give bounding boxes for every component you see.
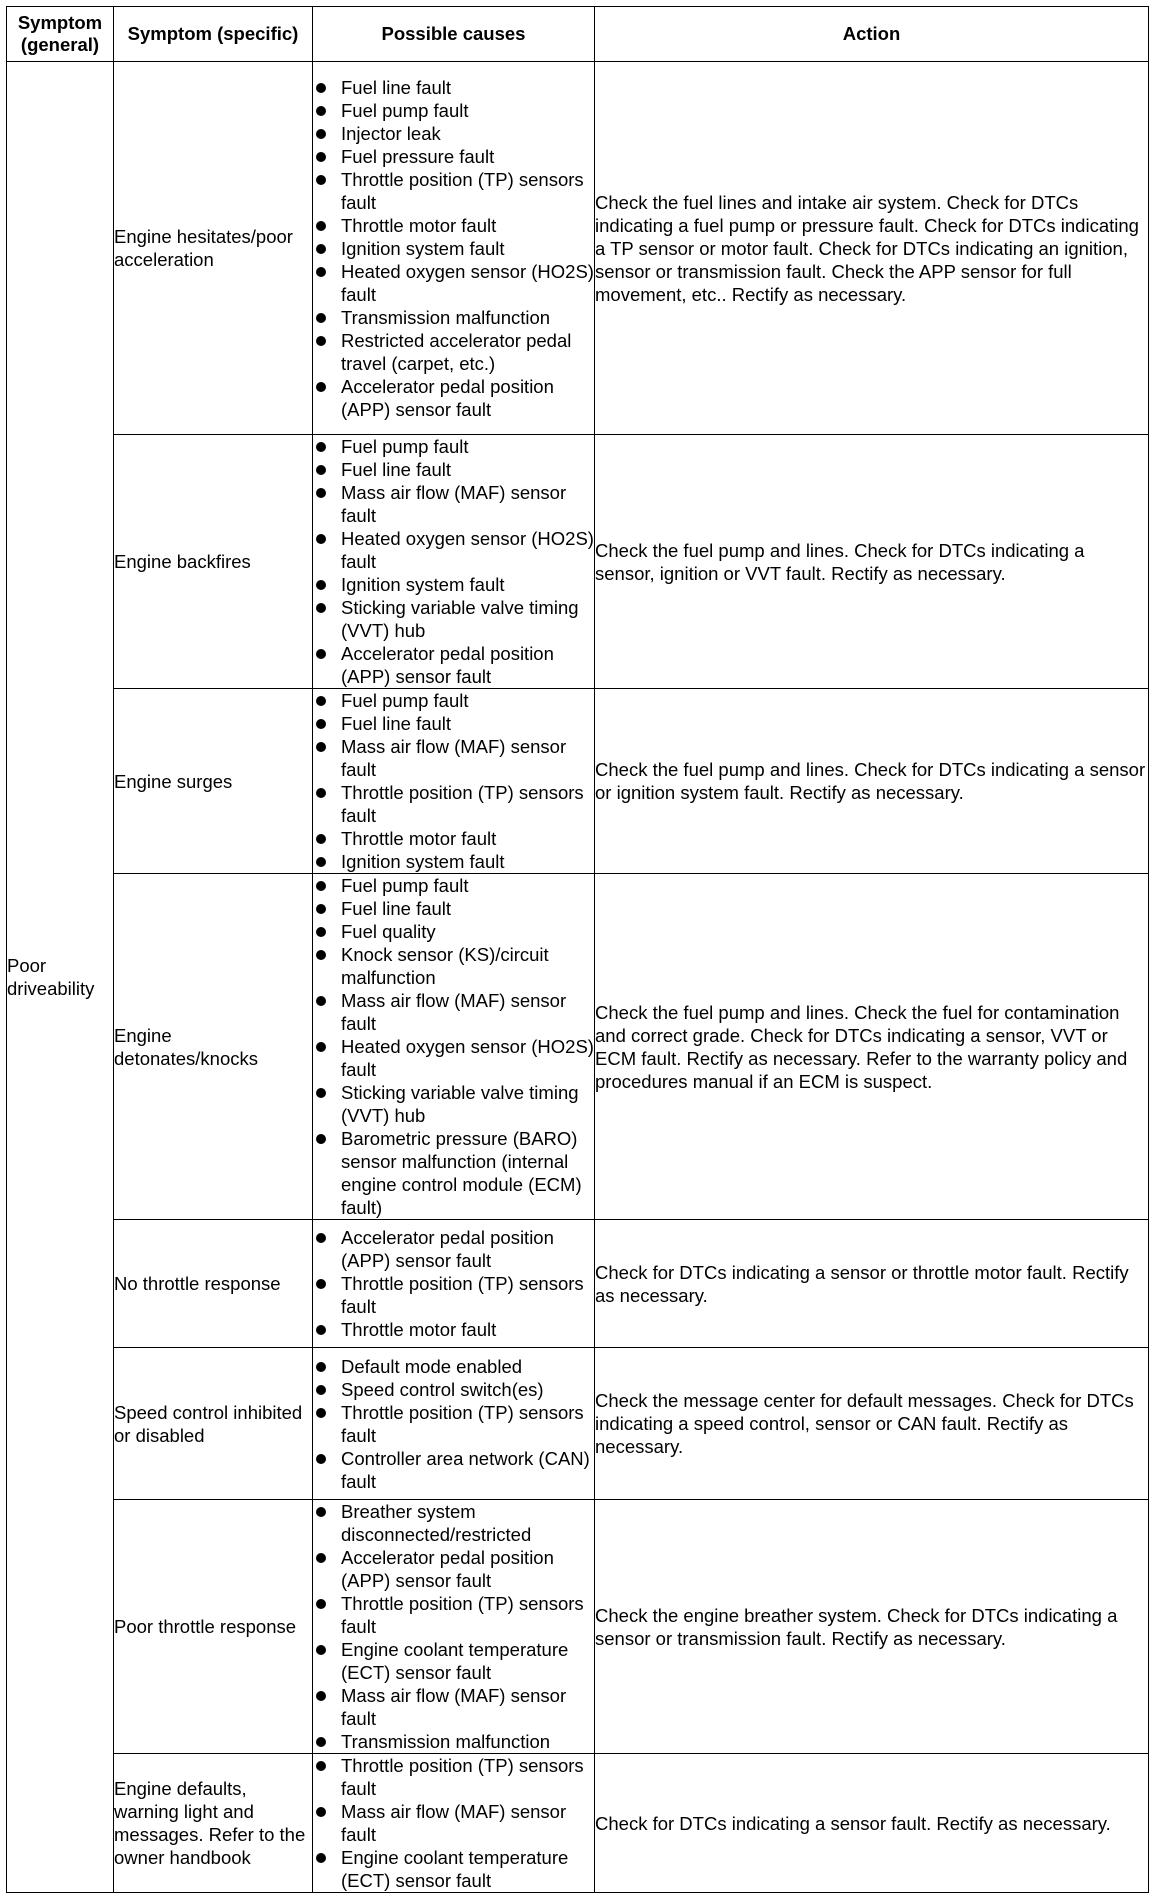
table-row xyxy=(7,874,1149,1220)
cause-item: Knock sensor (KS)/circuit malfunction xyxy=(313,943,594,989)
cause-item: Throttle position (TP) sensors fault xyxy=(313,1592,594,1638)
cause-item: Default mode enabled xyxy=(313,1355,594,1378)
table-row xyxy=(7,689,1149,874)
header-row xyxy=(7,7,1149,62)
cause-item: Ignition system fault xyxy=(313,573,594,596)
causes-list xyxy=(313,1355,594,1493)
symptom-specific-cell: Speed control inhibited or disabled xyxy=(114,1348,313,1500)
symptom-specific-cell: No throttle response xyxy=(114,1220,313,1348)
cause-item: Accelerator pedal position (APP) sensor fault xyxy=(313,375,594,421)
cause-item: Mass air flow (MAF) sensor fault xyxy=(313,1800,594,1846)
cause-item: Sticking variable valve timing (VVT) hub xyxy=(313,596,594,642)
symptom-specific-cell: Engine defaults, warning light and messages. Refer to the owner handbook xyxy=(114,1754,313,1893)
action-cell: Check the fuel pump and lines. Check for DTCs indicating a sensor or ignition system fault. Rectify as necessary. xyxy=(595,689,1149,874)
header-action: Action xyxy=(595,7,1149,62)
cause-item: Mass air flow (MAF) sensor fault xyxy=(313,481,594,527)
table-row xyxy=(7,1754,1149,1893)
header-symptom-specific: Symptom (specific) xyxy=(114,7,313,62)
header-symptom-general: Symptom (general) xyxy=(7,7,114,62)
cause-item: Throttle position (TP) sensors fault xyxy=(313,781,594,827)
cause-item: Throttle motor fault xyxy=(313,214,594,237)
cause-item: Engine coolant temperature (ECT) sensor fault xyxy=(313,1638,594,1684)
action-cell: Check the message center for default messages. Check for DTCs indicating a speed control, sensor or CAN fault. Rectify as necessary. xyxy=(595,1348,1149,1500)
cause-item: Fuel line fault xyxy=(313,458,594,481)
cause-item: Barometric pressure (BARO) sensor malfunction (internal engine control module (ECM) fault) xyxy=(313,1127,594,1219)
cause-item: Mass air flow (MAF) sensor fault xyxy=(313,735,594,781)
cause-item: Controller area network (CAN) fault xyxy=(313,1447,594,1493)
causes-list xyxy=(313,874,594,1219)
possible-causes-cell xyxy=(313,435,595,689)
causes-list xyxy=(313,689,594,873)
cause-item: Speed control switch(es) xyxy=(313,1378,594,1401)
possible-causes-cell xyxy=(313,874,595,1220)
symptom-general-cell: Poor driveability xyxy=(7,62,114,1893)
cause-item: Ignition system fault xyxy=(313,850,594,873)
cause-item: Fuel line fault xyxy=(313,76,594,99)
cause-item: Transmission malfunction xyxy=(313,1730,594,1753)
cause-item: Fuel pump fault xyxy=(313,435,594,458)
cause-item: Throttle position (TP) sensors fault xyxy=(313,168,594,214)
action-cell: Check the fuel pump and lines. Check for DTCs indicating a sensor, ignition or VVT fault. Rectify as necessary. xyxy=(595,435,1149,689)
action-cell: Check for DTCs indicating a sensor fault. Rectify as necessary. xyxy=(595,1754,1149,1893)
cause-item: Mass air flow (MAF) sensor fault xyxy=(313,1684,594,1730)
cause-item: Fuel line fault xyxy=(313,712,594,735)
table-row xyxy=(7,1500,1149,1754)
possible-causes-cell xyxy=(313,1220,595,1348)
action-cell: Check the engine breather system. Check for DTCs indicating a sensor or transmission fault. Rectify as necessary. xyxy=(595,1500,1149,1754)
diagnostic-table xyxy=(6,6,1149,1893)
cause-item: Engine coolant temperature (ECT) sensor fault xyxy=(313,1846,594,1892)
cause-item: Sticking variable valve timing (VVT) hub xyxy=(313,1081,594,1127)
symptom-specific-cell: Engine hesitates/poor acceleration xyxy=(114,62,313,435)
cause-item: Heated oxygen sensor (HO2S) fault xyxy=(313,260,594,306)
action-cell: Check the fuel lines and intake air system. Check for DTCs indicating a fuel pump or pressure fault. Check for DTCs indicating a TP sensor or motor fault. Check for DTCs indicating an ignition, sensor or transmission fault. Check the APP sensor for full movement, etc.. Rectify as necessary. xyxy=(595,62,1149,435)
symptom-specific-cell: Engine surges xyxy=(114,689,313,874)
cause-item: Accelerator pedal position (APP) sensor fault xyxy=(313,1226,594,1272)
table-row xyxy=(7,435,1149,689)
cause-item: Throttle position (TP) sensors fault xyxy=(313,1272,594,1318)
possible-causes-cell xyxy=(313,1754,595,1893)
header-possible-causes: Possible causes xyxy=(313,7,595,62)
cause-item: Fuel pump fault xyxy=(313,99,594,122)
table-row xyxy=(7,1220,1149,1348)
cause-item: Breather system disconnected/restricted xyxy=(313,1500,594,1546)
symptom-specific-cell: Engine backfires xyxy=(114,435,313,689)
causes-list xyxy=(313,1754,594,1892)
possible-causes-cell xyxy=(313,689,595,874)
cause-item: Heated oxygen sensor (HO2S) fault xyxy=(313,1035,594,1081)
cause-item: Injector leak xyxy=(313,122,594,145)
causes-list xyxy=(313,1226,594,1341)
possible-causes-cell xyxy=(313,1348,595,1500)
cause-item: Throttle position (TP) sensors fault xyxy=(313,1754,594,1800)
causes-list xyxy=(313,76,594,421)
cause-item: Fuel pump fault xyxy=(313,689,594,712)
cause-item: Heated oxygen sensor (HO2S) fault xyxy=(313,527,594,573)
cause-item: Fuel quality xyxy=(313,920,594,943)
cause-item: Fuel pressure fault xyxy=(313,145,594,168)
cause-item: Accelerator pedal position (APP) sensor fault xyxy=(313,1546,594,1592)
table-row xyxy=(7,62,1149,435)
cause-item: Mass air flow (MAF) sensor fault xyxy=(313,989,594,1035)
possible-causes-cell xyxy=(313,62,595,435)
cause-item: Ignition system fault xyxy=(313,237,594,260)
causes-list xyxy=(313,435,594,688)
action-cell: Check for DTCs indicating a sensor or throttle motor fault. Rectify as necessary. xyxy=(595,1220,1149,1348)
cause-item: Fuel line fault xyxy=(313,897,594,920)
cause-item: Restricted accelerator pedal travel (carpet, etc.) xyxy=(313,329,594,375)
causes-list xyxy=(313,1500,594,1753)
possible-causes-cell xyxy=(313,1500,595,1754)
cause-item: Throttle motor fault xyxy=(313,827,594,850)
symptom-specific-cell: Poor throttle response xyxy=(114,1500,313,1754)
cause-item: Throttle motor fault xyxy=(313,1318,594,1341)
cause-item: Fuel pump fault xyxy=(313,874,594,897)
cause-item: Throttle position (TP) sensors fault xyxy=(313,1401,594,1447)
cause-item: Accelerator pedal position (APP) sensor fault xyxy=(313,642,594,688)
action-cell: Check the fuel pump and lines. Check the fuel for contamination and correct grade. Check for DTCs indicating a sensor, VVT or ECM fault. Rectify as necessary. Refer to the warranty policy and procedures manual if an ECM is suspect. xyxy=(595,874,1149,1220)
symptom-specific-cell: Engine detonates/knocks xyxy=(114,874,313,1220)
table-row xyxy=(7,1348,1149,1500)
cause-item: Transmission malfunction xyxy=(313,306,594,329)
